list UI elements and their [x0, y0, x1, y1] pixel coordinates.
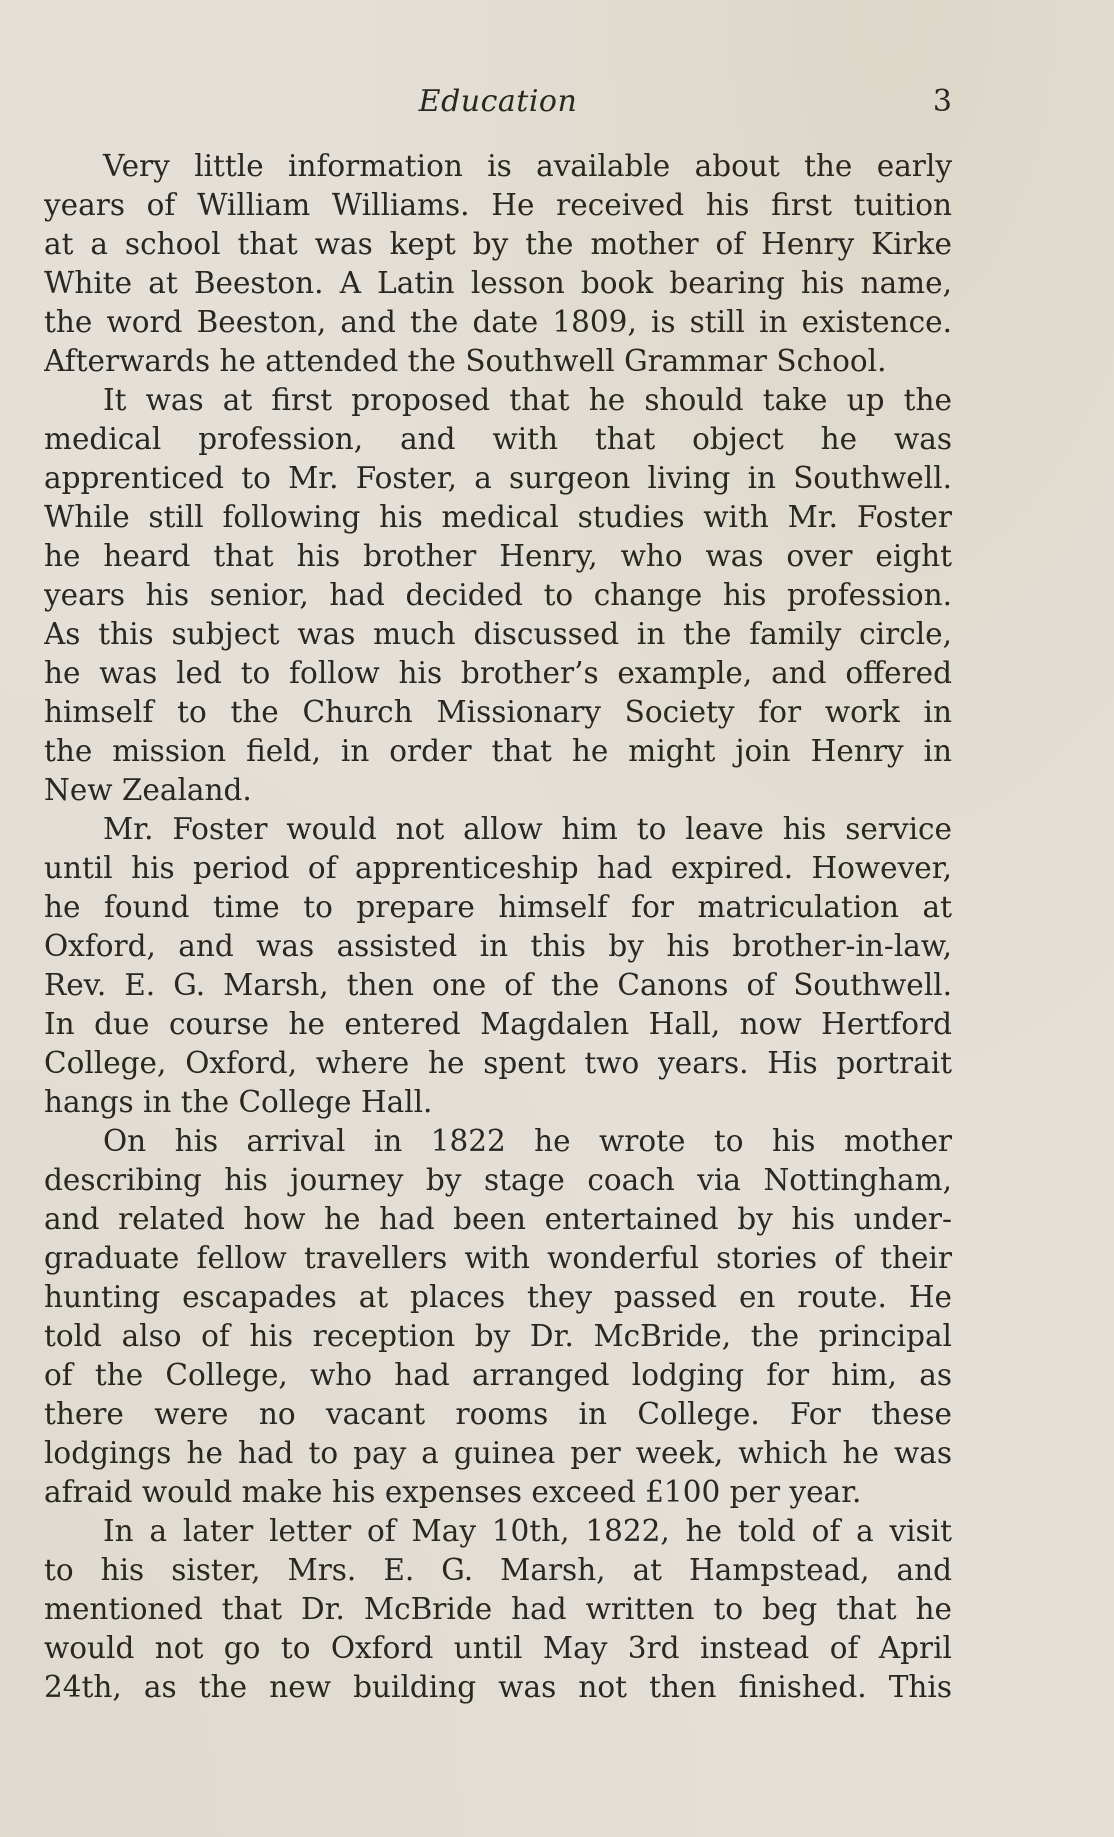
body-text: [44, 147, 952, 1707]
text-line: In due course he entered Magdalen Hall, now Hertford: [44, 1007, 952, 1041]
text-line: medical profession, and with that object he was: [44, 422, 952, 456]
text-line: On his arrival in 1822 he wrote to his mother: [103, 1124, 952, 1158]
text-line: he found time to prepare himself for matriculation at: [44, 890, 952, 924]
text-line: years his senior, had decided to change his profession.: [44, 578, 952, 612]
page-number: 3: [932, 84, 952, 119]
text-line: College, Oxford, where he spent two years. His portrait: [44, 1046, 952, 1080]
text-line: there were no vacant rooms in College. For these: [44, 1397, 952, 1431]
text-line: the mission field, in order that he might join Henry in: [44, 734, 952, 768]
text-line: until his period of apprenticeship had expired. However,: [44, 851, 952, 885]
text-line: of the College, who had arranged lodging for him, as: [44, 1358, 952, 1392]
text-line: Very little information is available about the early: [103, 149, 952, 183]
running-head: [44, 84, 952, 124]
text-line: he was led to follow his brother’s example, and offered: [44, 656, 952, 690]
text-line: It was at first proposed that he should take up the: [103, 383, 952, 417]
text-line: himself to the Church Missionary Society for work in: [44, 695, 952, 729]
text-line: hangs in the College Hall.: [44, 1085, 433, 1119]
running-title: Education: [418, 84, 578, 119]
text-line: New Zealand.: [44, 773, 252, 807]
text-line: Afterwards he attended the Southwell Grammar School.: [44, 344, 887, 378]
text-line: afraid would make his expenses exceed £100 per year.: [44, 1475, 862, 1509]
text-line: Oxford, and was assisted in this by his brother-in-law,: [44, 929, 952, 963]
text-line: at a school that was kept by the mother of Henry Kirke: [44, 227, 952, 261]
text-line: years of William Williams. He received his first tuition: [44, 188, 952, 222]
text-line: Rev. E. G. Marsh, then one of the Canons of Southwell.: [44, 968, 952, 1002]
text-line: Mr. Foster would not allow him to leave his service: [103, 812, 952, 846]
text-line: and related how he had been entertained by his under-: [44, 1202, 952, 1236]
text-line: While still following his medical studies with Mr. Foster: [44, 500, 952, 534]
text-line: White at Beeston. A Latin lesson book bearing his name,: [44, 266, 952, 300]
text-line: lodgings he had to pay a guinea per week, which he was: [44, 1436, 952, 1470]
text-line: hunting escapades at places they passed en route. He: [44, 1280, 952, 1314]
text-line: to his sister, Mrs. E. G. Marsh, at Hampstead, and: [44, 1553, 952, 1587]
text-line: he heard that his brother Henry, who was over eight: [44, 539, 952, 573]
text-line: would not go to Oxford until May 3rd instead of April: [44, 1631, 952, 1665]
text-line: As this subject was much discussed in the family circle,: [44, 617, 952, 651]
text-line: told also of his reception by Dr. McBride, the principal: [44, 1319, 952, 1353]
text-line: mentioned that Dr. McBride had written to beg that he: [44, 1592, 952, 1626]
text-line: apprenticed to Mr. Foster, a surgeon living in Southwell.: [44, 461, 952, 495]
text-line: describing his journey by stage coach via Nottingham,: [44, 1163, 952, 1197]
text-line: 24th, as the new building was not then finished. This: [44, 1670, 952, 1704]
text-line: In a later letter of May 10th, 1822, he told of a visit: [103, 1514, 952, 1548]
text-line: graduate fellow travellers with wonderful stories of their: [44, 1241, 952, 1275]
text-line: the word Beeston, and the date 1809, is still in existence.: [44, 305, 952, 339]
